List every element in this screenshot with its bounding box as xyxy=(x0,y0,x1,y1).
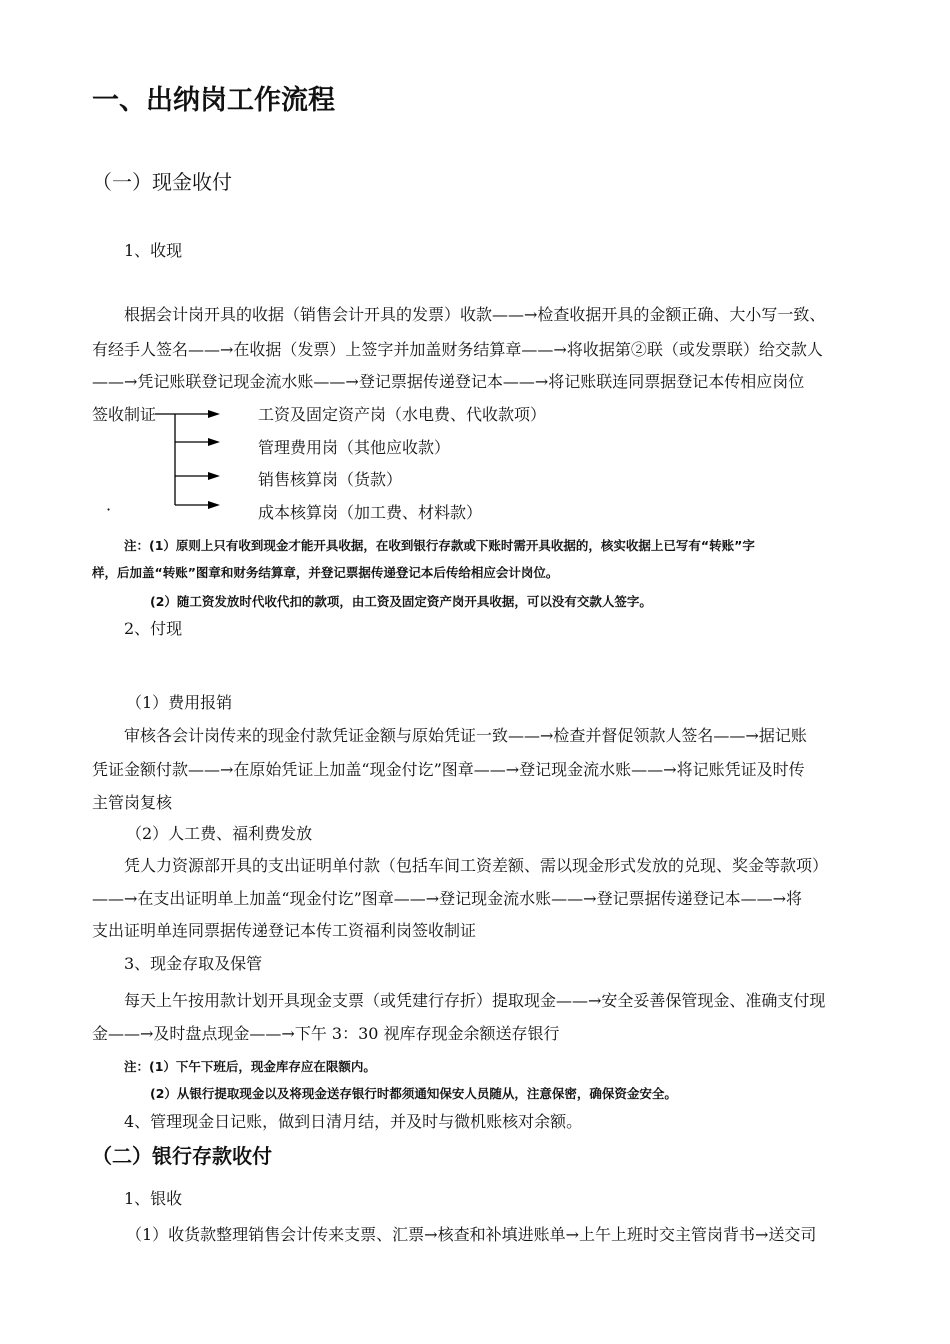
arrow-icon xyxy=(208,410,220,418)
branch-label: 成本核算岗（加工费、材料款） xyxy=(258,503,483,522)
paragraph-line: 支出证明单连同票据传递登记本传工资福利岗签收制证 xyxy=(92,921,477,940)
paragraph-line: 金——→及时盘点现金——→下午 3：30 视库存现金余额送存银行 xyxy=(92,1024,560,1043)
sub-heading: 1、银收 xyxy=(124,1189,183,1208)
note-line: 注：(1）下午下班后，现金库存应在限额内。 xyxy=(124,1059,376,1074)
sub1-heading: 1、收现 xyxy=(124,241,183,260)
note-line: (2）随工资发放时代收代扣的款项，由工资及固定资产岗开具收据，可以没有交款人签字。 xyxy=(150,594,652,609)
section2-heading: （二）银行存款收付 xyxy=(92,1144,272,1168)
paragraph-line: 主管岗复核 xyxy=(92,793,173,812)
page-title: 一、出纳岗工作流程 xyxy=(92,85,335,116)
paragraph-line: （1）收货款整理销售会计传来支票、汇票→核查和补填进账单→上午上班时交主管岗背书→送交司 xyxy=(126,1225,817,1244)
arrow-icon xyxy=(208,472,220,480)
item-heading: （2）人工费、福利费发放 xyxy=(126,824,313,843)
sub2-heading: 2、付现 xyxy=(124,619,183,638)
paragraph-line: 凭证金额付款——→在原始凭证上加盖“现金付讫”图章——→登记现金流水账——→将记账凭证及时传 xyxy=(92,760,805,779)
paragraph-line: 根据会计岗开具的收据（销售会计开具的发票）收款——→检查收据开具的金额正确、大小写一致、 xyxy=(124,305,826,324)
paragraph-line: ——→凭记账联登记现金流水账——→登记票据传递登记本——→将记账联连同票据登记本传相应岗位 xyxy=(92,372,805,391)
paragraph-line: 凭人力资源部开具的支出证明单付款（包括车间工资差额、需以现金形式发放的兑现、奖金等款项） xyxy=(124,856,829,875)
stray-dot: · xyxy=(106,500,112,519)
paragraph-line: 每天上午按用款计划开具现金支票（或凭建行存折）提取现金——→安全妥善保管现金、准确支付现 xyxy=(124,991,826,1010)
paragraph-line: 有经手人签名——→在收据（发票）上签字并加盖财务结算章——→将收据第②联（或发票联）给交款人 xyxy=(92,340,823,359)
arrow-icon xyxy=(208,501,220,509)
section1-heading: （一）现金收付 xyxy=(92,170,232,194)
note-line: (2）从银行提取现金以及将现金送存银行时都须通知保安人员随从，注意保密，确保资金安全。 xyxy=(150,1086,677,1101)
note-line: 注：(1）原则上只有收到现金才能开具收据，在收到银行存款或下账时需开具收据的，核实收据上已写有“转账”字 xyxy=(124,538,755,553)
paragraph-line: ——→在支出证明单上加盖“现金付讫”图章——→登记现金流水账——→登记票据传递登记本——→将 xyxy=(92,889,802,908)
branch-label: 工资及固定资产岗（水电费、代收款项） xyxy=(258,405,547,424)
paragraph-line: 4、管理现金日记账，做到日清月结，并及时与微机账核对余额。 xyxy=(124,1112,583,1131)
arrow-icon xyxy=(208,438,220,446)
sub3-heading: 3、现金存取及保管 xyxy=(124,954,263,973)
branch-label: 销售核算岗（货款） xyxy=(258,470,403,489)
item-heading: （1）费用报销 xyxy=(126,693,233,712)
paragraph-line: 签收制证 xyxy=(92,405,157,424)
branch-label: 管理费用岗（其他应收款） xyxy=(258,438,451,457)
note-line: 样，后加盖“转账”图章和财务结算章，并登记票据传递登记本后传给相应会计岗位。 xyxy=(92,565,559,580)
paragraph-line: 审核各会计岗传来的现金付款凭证金额与原始凭证一致——→检查并督促领款人签名——→据记账 xyxy=(124,726,807,745)
branch-diagram xyxy=(150,400,260,515)
